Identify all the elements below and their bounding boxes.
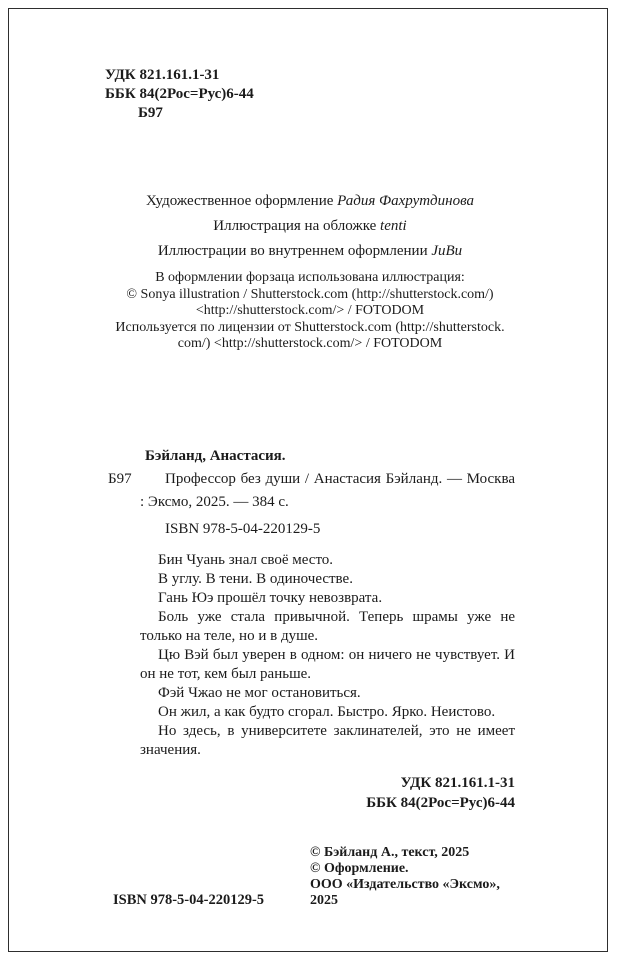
author-sign-code: Б97 — [108, 470, 132, 487]
copyright-line-publisher: ООО «Издательство «Эксмо», 2025 — [310, 876, 500, 908]
bbk-code-top: ББК 84(2Рос=Рус)6-44 — [105, 86, 254, 102]
author-sign-code-top: Б97 — [138, 105, 163, 121]
annotation-paragraph: Гань Юэ прошёл точку невозврата. — [158, 589, 383, 606]
annotation-paragraph: Боль уже стала привычной. Теперь шрамы уже не только на теле, но и в душе. — [140, 608, 515, 644]
annotation-paragraph: Но здесь, в университете заклинателей, это не имеет значения. — [140, 722, 515, 758]
annotation-paragraph: Он жил, а как будто сгорал. Быстро. Ярко. Неистово. — [158, 703, 496, 720]
credit-role: Иллюстрации во внутреннем оформлении — [157, 243, 432, 259]
copyright-block — [310, 845, 515, 909]
annotation — [140, 551, 515, 760]
classification-codes-bottom — [105, 773, 515, 813]
catalog-author: Бэйланд, Анастасия. — [145, 447, 286, 464]
catalog-description-row — [105, 468, 515, 514]
copyright-line-text: © Бэйланд А., текст, 2025 — [310, 844, 470, 860]
credit-line-interior — [105, 239, 515, 264]
footer-isbn: ISBN 978-5-04-220129-5 — [113, 891, 265, 908]
endpaper-line: Используется по лицензии от Shutterstock.com (http://shutterstock. — [115, 319, 505, 335]
endpaper-line: com/) <http://shutterstock.com/> / FOTODOM — [177, 336, 443, 351]
endpaper-line: © Sonya illustration / Shutterstock.com (http://shutterstock.com/) — [126, 286, 494, 302]
annotation-paragraph: В углу. В тени. В одиночестве. — [158, 570, 353, 587]
annotation-paragraph: Фэй Чжао не мог остановиться. — [158, 684, 361, 701]
catalog-description: Профессор без души / Анастасия Бэйланд. — Москва : Эксмо, 2025. — 384 с. — [140, 470, 515, 510]
endpaper-license-note — [105, 270, 515, 353]
credit-name: Радия Фахрутдинова — [337, 193, 474, 209]
endpaper-line: <http://shutterstock.com/> / FOTODOM — [195, 303, 425, 318]
page-content — [9, 9, 607, 951]
credit-role: Иллюстрация на обложке — [213, 218, 381, 234]
credit-line-design — [105, 189, 515, 214]
credit-name: tenti — [380, 218, 407, 234]
copyright-line-design: © Оформление. — [310, 860, 409, 876]
udk-code-bottom: УДК 821.161.1-31 — [400, 774, 515, 791]
bbk-code-bottom: ББК 84(2Рос=Рус)6-44 — [366, 794, 515, 811]
credit-name: JuBu — [431, 243, 463, 259]
credit-role: Художественное оформление — [146, 193, 338, 209]
classification-codes-top — [105, 66, 515, 123]
footer — [105, 845, 515, 909]
udk-code-top: УДК 821.161.1-31 — [105, 67, 220, 83]
credit-line-cover — [105, 214, 515, 239]
artwork-credits — [105, 189, 515, 264]
annotation-paragraph: Бин Чуань знал своё место. — [158, 551, 334, 568]
endpaper-line: В оформлении форзаца использована иллюстрация: — [155, 270, 465, 285]
annotation-paragraph: Цю Вэй был уверен в одном: он ничего не чувствует. И он не тот, кем был раньше. — [140, 646, 515, 682]
catalog-entry — [105, 445, 515, 541]
catalog-isbn: ISBN 978-5-04-220129-5 — [165, 520, 321, 537]
